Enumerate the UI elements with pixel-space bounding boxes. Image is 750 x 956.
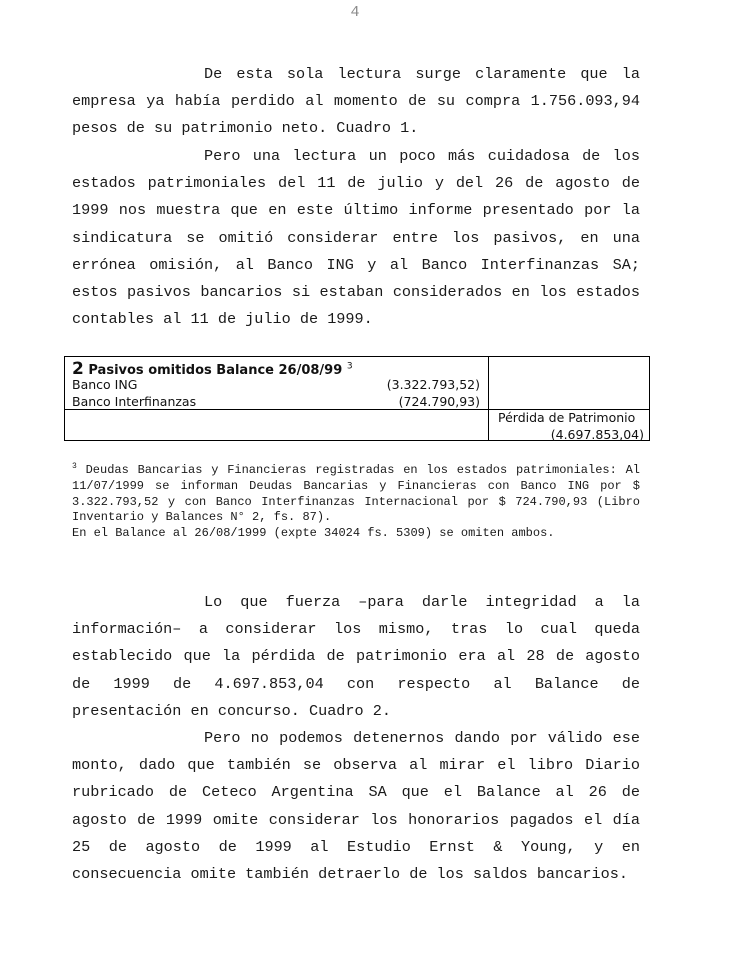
table-row: [72, 377, 480, 392]
paragraph-2-text: Pero una lectura un poco más cuidadosa de los estados patrimoniales del 11 de julio y del 26 de agosto de 1999 nos muestra que en este último informe presentado por la sindicatura se omitió considerar entre los pasivos, en una errónea omisión, al Banco ING y al Banco Interfinanzas SA; estos pasivos bancarios si estaban considerados en los estados contables al 11 de julio de 1999.: [72, 147, 640, 329]
paragraph-4-text: Pero no podemos detenernos dando por válido ese monto, dado que también se observa al mirar el libro Diario rubricado de Ceteco Argentina SA que el Balance al 26 de agosto de 1999 omite considerar los honorarios pagados el día 25 de agosto de 1999 al Estudio Ernst & Young, y en consecuencia omite también detraerlo de los saldos bancarios.: [72, 729, 640, 884]
omitted-liabilities-table: [64, 356, 650, 441]
footnote-text-2: En el Balance al 26/08/1999 (expte 34024 fs. 5309) se omiten ambos.: [72, 526, 555, 541]
footnote-text: Deudas Bancarias y Financieras registradas en los estados patrimoniales: Al 11/07/1999 se informan Deudas Bancarias y Financieras con Banco ING por $ 3.322.793,52 y con Banco Interfinanzas Internacional por $ 724.790,93 (Libro Inventario y Balances N° 2, fs. 87).: [72, 463, 640, 525]
table-title: [72, 359, 353, 379]
page-number: 4: [350, 4, 360, 21]
row-amount: (724.790,93): [398, 394, 480, 409]
row-amount: (3.322.793,52): [386, 377, 480, 392]
row-label: Banco ING: [72, 377, 138, 392]
paragraph-2: [72, 143, 640, 333]
table-row: [72, 394, 480, 409]
paragraph-1: [72, 61, 640, 143]
table-title-text: Pasivos omitidos Balance 26/08/99: [88, 363, 343, 378]
loss-label: Pérdida de Patrimonio: [498, 410, 636, 425]
paragraph-3-text: Lo que fuerza –para darle integridad a la información– a considerar los mismo, tras lo cual queda establecido que la pérdida de patrimonio era al 28 de agosto de 1999 de 4.697.853,04 con respecto al Balance de presentación en concurso. Cuadro 2.: [72, 593, 640, 720]
footnote-marker: 3: [72, 462, 77, 471]
row-label: Banco Interfinanzas: [72, 394, 197, 409]
footnote-reference: 3: [346, 361, 353, 372]
footnote: [72, 459, 640, 542]
table-number: 2: [72, 359, 84, 379]
paragraph-3: [72, 589, 640, 725]
loss-amount: (4.697.853,04): [550, 427, 644, 442]
table-divider-vertical: [488, 357, 489, 440]
paragraph-4: [72, 725, 640, 888]
paragraph-1-text: De esta sola lectura surge claramente que la empresa ya había perdido al momento de su compra 1.756.093,94 pesos de su patrimonio neto. Cuadro 1.: [72, 65, 640, 138]
table-divider-horizontal: [65, 409, 488, 410]
